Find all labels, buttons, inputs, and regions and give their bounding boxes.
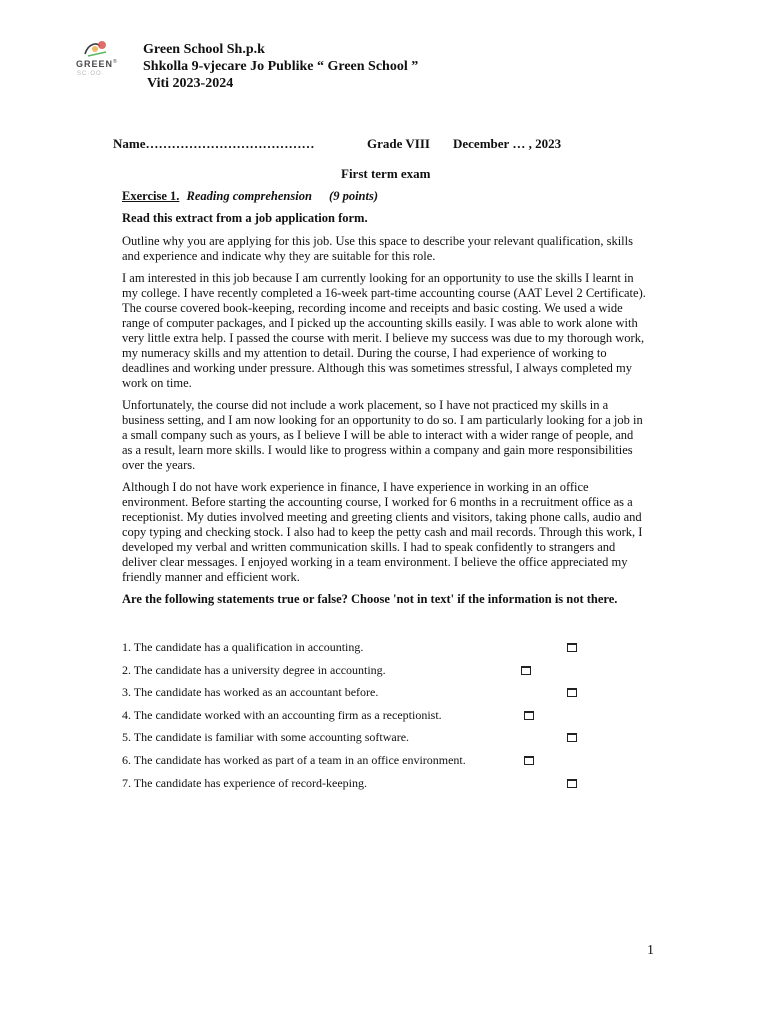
statement-text: 2. The candidate has a university degree in accounting. bbox=[122, 662, 386, 677]
logo-subtext: SC·OO· bbox=[77, 71, 105, 77]
logo-emblem-icon bbox=[82, 38, 112, 58]
statement-text: 5. The candidate is familiar with some accounting software. bbox=[122, 730, 410, 745]
exercise-section bbox=[122, 189, 646, 607]
statement-list bbox=[122, 640, 592, 798]
exercise-points: (9 points) bbox=[329, 189, 378, 203]
exercise-heading bbox=[122, 189, 646, 204]
answer-checkbox[interactable] bbox=[524, 711, 534, 720]
exam-date: December … , 2023 bbox=[453, 136, 562, 151]
logo-text: GREEN® bbox=[76, 59, 118, 69]
statement-text: 3. The candidate has worked as an accountant before. bbox=[122, 685, 379, 700]
exam-title: First term exam bbox=[341, 166, 431, 181]
exercise-label: Exercise 1. bbox=[122, 189, 180, 203]
school-logo bbox=[74, 38, 120, 82]
statement-item bbox=[122, 640, 592, 663]
student-name-field: Name………………………………… bbox=[113, 136, 315, 151]
question-instruction: Are the following statements true or false? Choose 'not in text' if the information is not there. bbox=[122, 592, 618, 606]
statement-text: 4. The candidate worked with an accounting firm as a receptionist. bbox=[122, 707, 442, 722]
statement-item bbox=[122, 663, 592, 686]
statement-item bbox=[122, 685, 592, 708]
statement-item bbox=[122, 730, 592, 753]
statement-item bbox=[122, 753, 592, 776]
answer-checkbox[interactable] bbox=[567, 643, 577, 652]
passage-paragraph: I am interested in this job because I am currently looking for an opportunity to use the skills I learnt in my college. I have recently completed a 16-week part-time accounting course (AAT Level 2 Certificate). The course covered book-keeping, recording income and receipts and basic costing. We used a wide range of computer packages, and I picked up the accounting skills easily. I was able to work alone with very little extra help. I passed the course with merit. I believe my success was due to my thorough work, my numeracy skills and my attention to detail. During the course, I had experience of working to deadlines and working under pressure. Although this was sometimes stressful, I always completed my work on time. bbox=[122, 271, 646, 390]
statement-text: 7. The candidate has experience of record-keeping. bbox=[122, 775, 367, 790]
statement-item bbox=[122, 708, 592, 731]
answer-checkbox[interactable] bbox=[524, 756, 534, 765]
passage-prompt: Outline why you are applying for this job. Use this space to describe your relevant qualification, skills and experience and indicate why they are suitable for this role. bbox=[122, 234, 633, 263]
answer-checkbox[interactable] bbox=[567, 779, 577, 788]
passage-paragraph: Unfortunately, the course did not include a work placement, so I have not practiced my skills in a business setting, and I am now looking for an opportunity to do so. I am particularly looking for a job in a small company such as yours, as I believe I will be able to interact with a wider range of people, and as a result, learn more skills. I would like to progress within a company and gain more responsibilities over the years. bbox=[122, 398, 643, 472]
statement-item bbox=[122, 776, 592, 799]
answer-checkbox[interactable] bbox=[521, 666, 531, 675]
school-full-name: Shkolla 9-vjecare Jo Publike “ Green School ” bbox=[143, 59, 419, 74]
passage-paragraph: Although I do not have work experience in finance, I have experience in working in an office environment. Before starting the accounting course, I worked for 6 months in a recruitment office as a receptionist. My duties involved meeting and greeting clients and visitors, taking phone calls, audio and copy typing and checking stock. I also had to keep the petty cash and mail records. Through this work, I developed my verbal and written communication skills. I had to speak confidently to strangers and deliver clear messages. I enjoyed working in a team environment. I believe the office appreciated my friendly manner and efficient work. bbox=[122, 480, 643, 584]
school-name: Green School Sh.p.k bbox=[143, 42, 265, 57]
answer-checkbox[interactable] bbox=[567, 688, 577, 697]
page-number: 1 bbox=[647, 943, 654, 958]
statement-text: 6. The candidate has worked as part of a team in an office environment. bbox=[122, 752, 466, 767]
grade-label: Grade VIII bbox=[367, 136, 430, 151]
statement-text: 1. The candidate has a qualification in accounting. bbox=[122, 640, 364, 654]
exercise-title: Reading comprehension bbox=[186, 189, 312, 203]
exercise-instruction: Read this extract from a job application form. bbox=[122, 211, 368, 225]
school-year: Viti 2023-2024 bbox=[147, 76, 234, 91]
answer-checkbox[interactable] bbox=[567, 733, 577, 742]
